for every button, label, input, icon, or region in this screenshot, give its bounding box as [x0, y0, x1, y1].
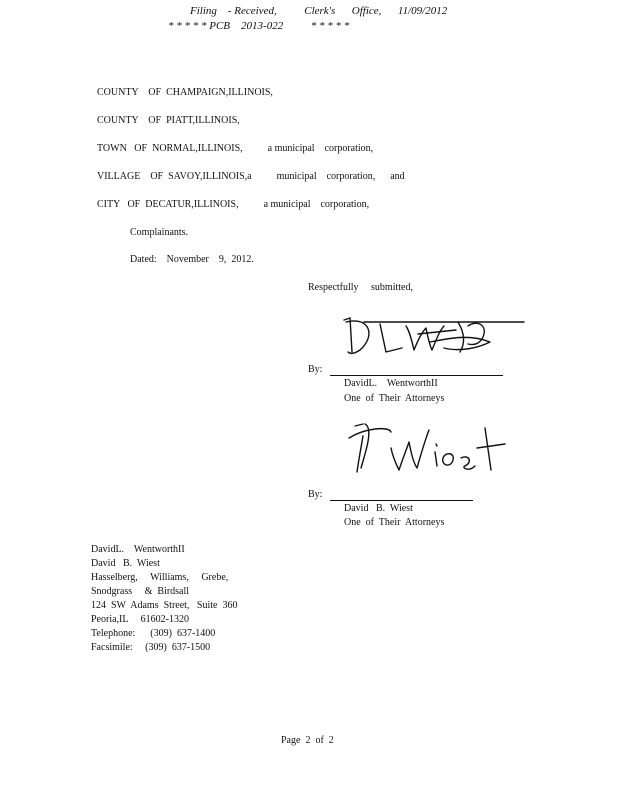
respectfully-submitted: Respectfully submitted,	[308, 282, 413, 293]
filing-stamp-line2: * * * * * PCB 2013-022 * * * * *	[168, 20, 350, 32]
address-line: 124 SW Adams Street, Suite 360	[91, 600, 238, 611]
signature2-by-label: By:	[308, 489, 323, 500]
party-champaign: COUNTY OF CHAMPAIGN,ILLINOIS,	[97, 87, 273, 98]
address-line: Peoria,IL 61602-1320	[91, 614, 189, 625]
party-piatt: COUNTY OF PIATT,ILLINOIS,	[97, 115, 240, 126]
party-savoy: VILLAGE OF SAVOY,ILLINOIS,a municipal corporation, and	[97, 171, 405, 182]
address-line: David B. Wiest	[91, 558, 160, 569]
address-line: Snodgrass & Birdsall	[91, 586, 190, 597]
signature2-name: David B. Wiest	[344, 503, 413, 514]
address-line: DavidL. WentworthII	[91, 544, 185, 555]
address-line: Telephone: (309) 637-1400	[91, 628, 216, 639]
dated-line: Dated: November 9, 2012.	[130, 254, 254, 265]
signature2-title: One of Their Attorneys	[344, 517, 445, 528]
filing-stamp-line1: Filing - Received, Clerk's Office, 11/09/2012	[190, 5, 448, 17]
signature1-line	[330, 375, 503, 376]
signature-wentworth-image	[340, 312, 530, 362]
party-decatur: CITY OF DECATUR,ILLINOIS, a municipal corporation,	[97, 199, 370, 210]
address-block	[91, 543, 237, 655]
signature-wiest-image	[345, 418, 525, 478]
page-number: Page 2 of 2	[281, 735, 334, 746]
signature1-name: DavidL. WentworthII	[344, 378, 438, 389]
party-normal: TOWN OF NORMAL,ILLINOIS, a municipal corporation,	[97, 143, 374, 154]
address-line: Hasselberg, Williams, Grebe,	[91, 572, 229, 583]
signature1-by-label: By:	[308, 364, 323, 375]
signature2-line	[330, 500, 473, 501]
complainants-label: Complainants.	[130, 227, 189, 238]
signature1-title: One of Their Attorneys	[344, 393, 445, 404]
address-line: Facsimile: (309) 637-1500	[91, 642, 211, 653]
